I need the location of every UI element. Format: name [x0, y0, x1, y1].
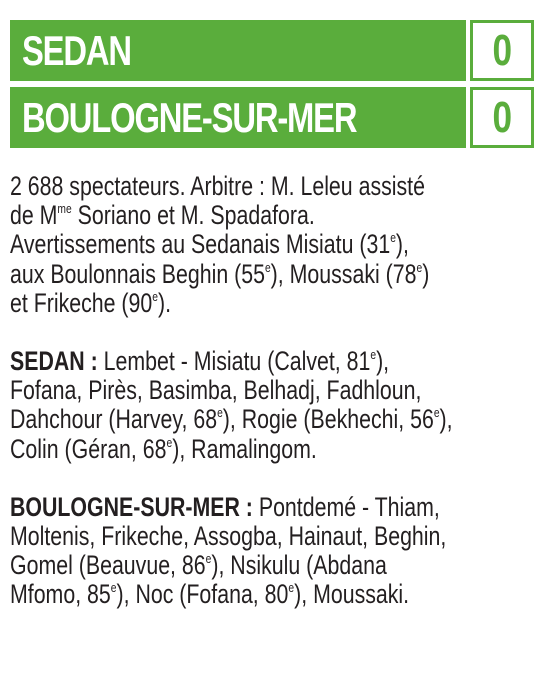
home-team-score: 0	[470, 20, 534, 81]
report-line: Avertissements au Sedanais Misiatu (31e),	[10, 229, 409, 260]
away-team-name: BOULOGNE-SUR-MER	[10, 87, 466, 148]
lineup-line: SEDAN : Lembet - Misiatu (Calvet, 81e),	[10, 346, 390, 377]
lineup-line: Gomel (Beauvue, 86e), Nsikulu (Abdana	[10, 550, 387, 581]
report-line: aux Boulonnais Beghin (55e), Moussaki (78e)	[10, 258, 430, 289]
report-line: de $M^{me}$ Soriano et M. Spadafora.	[10, 200, 315, 231]
lineup-line: BOULOGNE-SUR-MER : Pontdemé - Thiam,	[10, 491, 440, 522]
lineup-line: Moltenis, Frikeche, Assogba, Hainaut, Beghin,	[10, 521, 447, 552]
scoreboard	[10, 20, 534, 154]
boulogne-lineup-label: BOULOGNE-SUR-MER :	[10, 491, 253, 522]
lineup-line: Fofana, Pirès, Basimba, Belhadj, Fadhloun,	[10, 375, 422, 406]
match-details	[10, 172, 540, 639]
report-line: et Frikeche (90e).	[10, 287, 172, 318]
sedan-lineup	[10, 347, 539, 464]
match-report	[10, 172, 539, 318]
lineup-line: Mfomo, 85e), Noc (Fofana, 80e), Moussaki.	[10, 579, 410, 610]
lineup-line: Dahchour (Harvey, 68e), Rogie (Bekhechi, 56e),	[10, 404, 453, 435]
home-team-name: SEDAN	[10, 20, 466, 81]
lineup-line: Colin (Géran, 68e), Ramalingom.	[10, 433, 317, 464]
score-row-away	[10, 87, 534, 148]
boulogne-lineup	[10, 493, 539, 610]
away-team-score: 0	[470, 87, 534, 148]
report-line: 2 688 spectateurs. Arbitre : M. Leleu assisté	[10, 171, 425, 201]
score-row-home	[10, 20, 534, 81]
sedan-lineup-label: SEDAN :	[10, 346, 98, 377]
